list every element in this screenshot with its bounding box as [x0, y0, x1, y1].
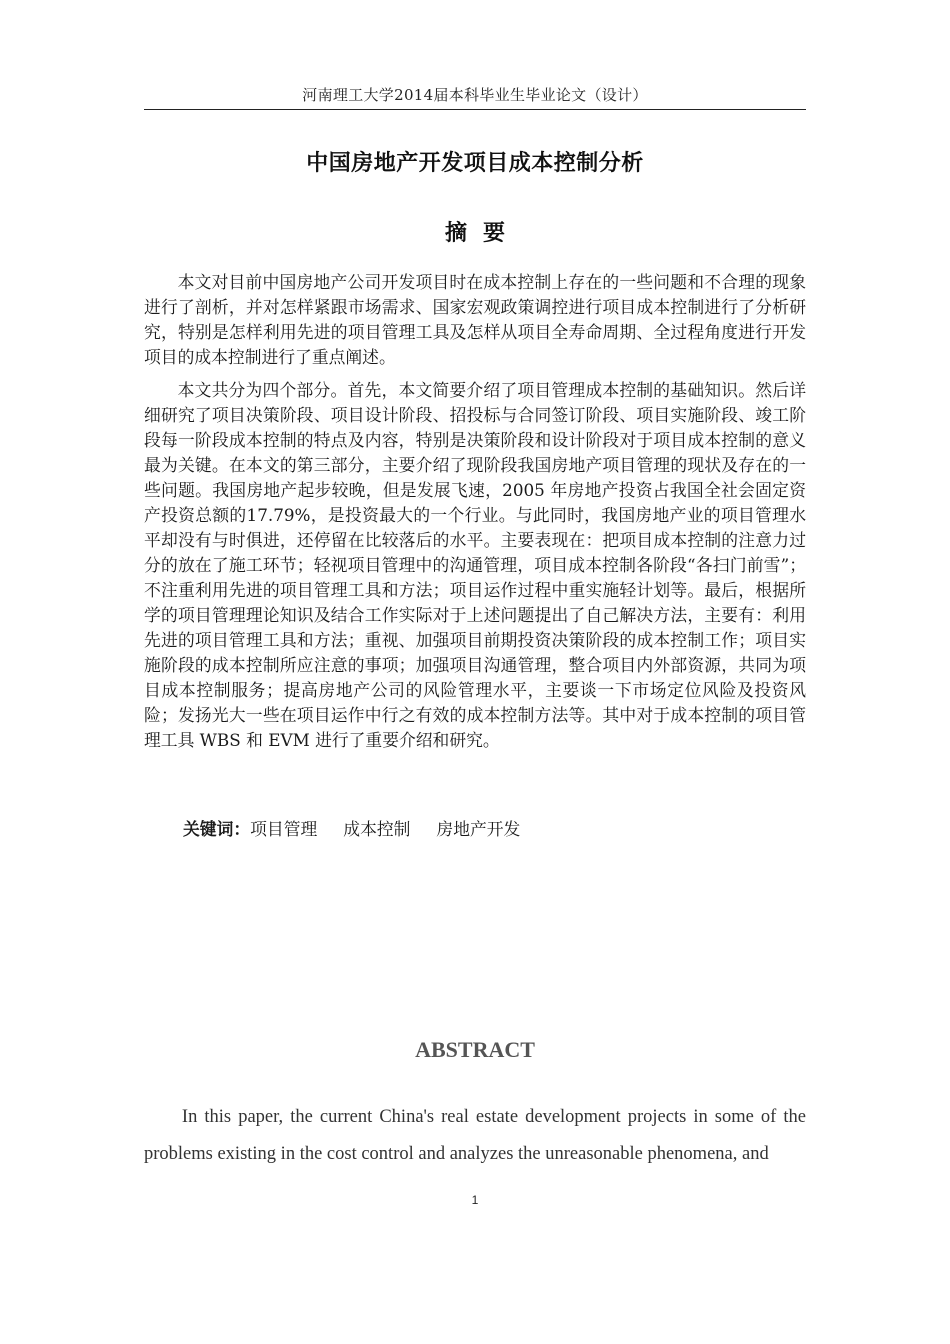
- thesis-title: 中国房地产开发项目成本控制分析: [306, 151, 644, 176]
- abstract-en-paragraph: In this paper, the current China's real estate development projects in some of the problems existing in the cost control and analyzes the unreasonable phenomena, and: [144, 1107, 806, 1164]
- abstract-cn-heading: 摘要: [444, 221, 521, 246]
- abstract-en-heading: ABSTRACT: [415, 1037, 535, 1062]
- page-header: 河南理工大学2014届本科毕业生毕业论文（设计）: [302, 86, 648, 104]
- abstract-cn-paragraph: 本文对目前中国房地产公司开发项目时在成本控制上存在的一些问题和不合理的现象进行了剖析，并对怎样紧跟市场需求、国家宏观政策调控进行项目成本控制进行了分析研究，特别是怎样利用先进的项目管理工具及怎样从项目全寿命周期、全过程角度进行开发项目的成本控制进行了重点阐述。: [144, 272, 806, 367]
- page-number: 1: [471, 1193, 479, 1207]
- keyword: 项目管理: [250, 819, 318, 839]
- abstract-cn-paragraph: 本文共分为四个部分。首先，本文简要介绍了项目管理成本控制的基础知识。然后详细研究了项目决策阶段、项目设计阶段、招投标与合同签订阶段、项目实施阶段、竣工阶段每一阶段成本控制的特点及内容，特别是决策阶段和设计阶段对于项目成本控制的意义最为关键。在本文的第三部分，主要介绍了现阶段我国房地产项目管理的现状及存在的一些问题。我国房地产起步较晚，但是发展飞速，2005 年房地产投资占我国全社会固定资产投资总额的17.79%，是投资最大的一个行业。与此同时，我国房地产业的项目管理水平却没有与时俱进，还停留在比较落后的水平。主要表现在：把项目成本控制的注意力过分的放在了施工环节；轻视项目管理中的沟通管理，项目成本控制各阶段“各扫门前雪”；不注重利用先进的项目管理工具和方法；项目运作过程中重实施轻计划等。最后，根据所学的项目管理理论知识及结合工作实际对于上述问题提出了自己解决方法，主要有：利用先进的项目管理工具和方法；重视、加强项目前期投资决策阶段的成本控制工作；项目实施阶段的成本控制所应注意的事项；加强项目沟通管理，整合项目内外部资源，共同为项目成本控制服务；提高房地产公司的风险管理水平，主要谈一下市场定位风险及投资风险；发扬光大一些在项目运作中行之有效的成本控制方法等。其中对于成本控制的项目管理工具 WBS 和 EVM 进行了重要介绍和研究。: [144, 380, 806, 750]
- keywords-line: [183, 817, 520, 842]
- keyword: 房地产开发: [436, 819, 521, 839]
- keywords-label: 关键词：: [183, 819, 251, 839]
- header-divider: [144, 109, 806, 110]
- keyword: 成本控制: [343, 819, 411, 839]
